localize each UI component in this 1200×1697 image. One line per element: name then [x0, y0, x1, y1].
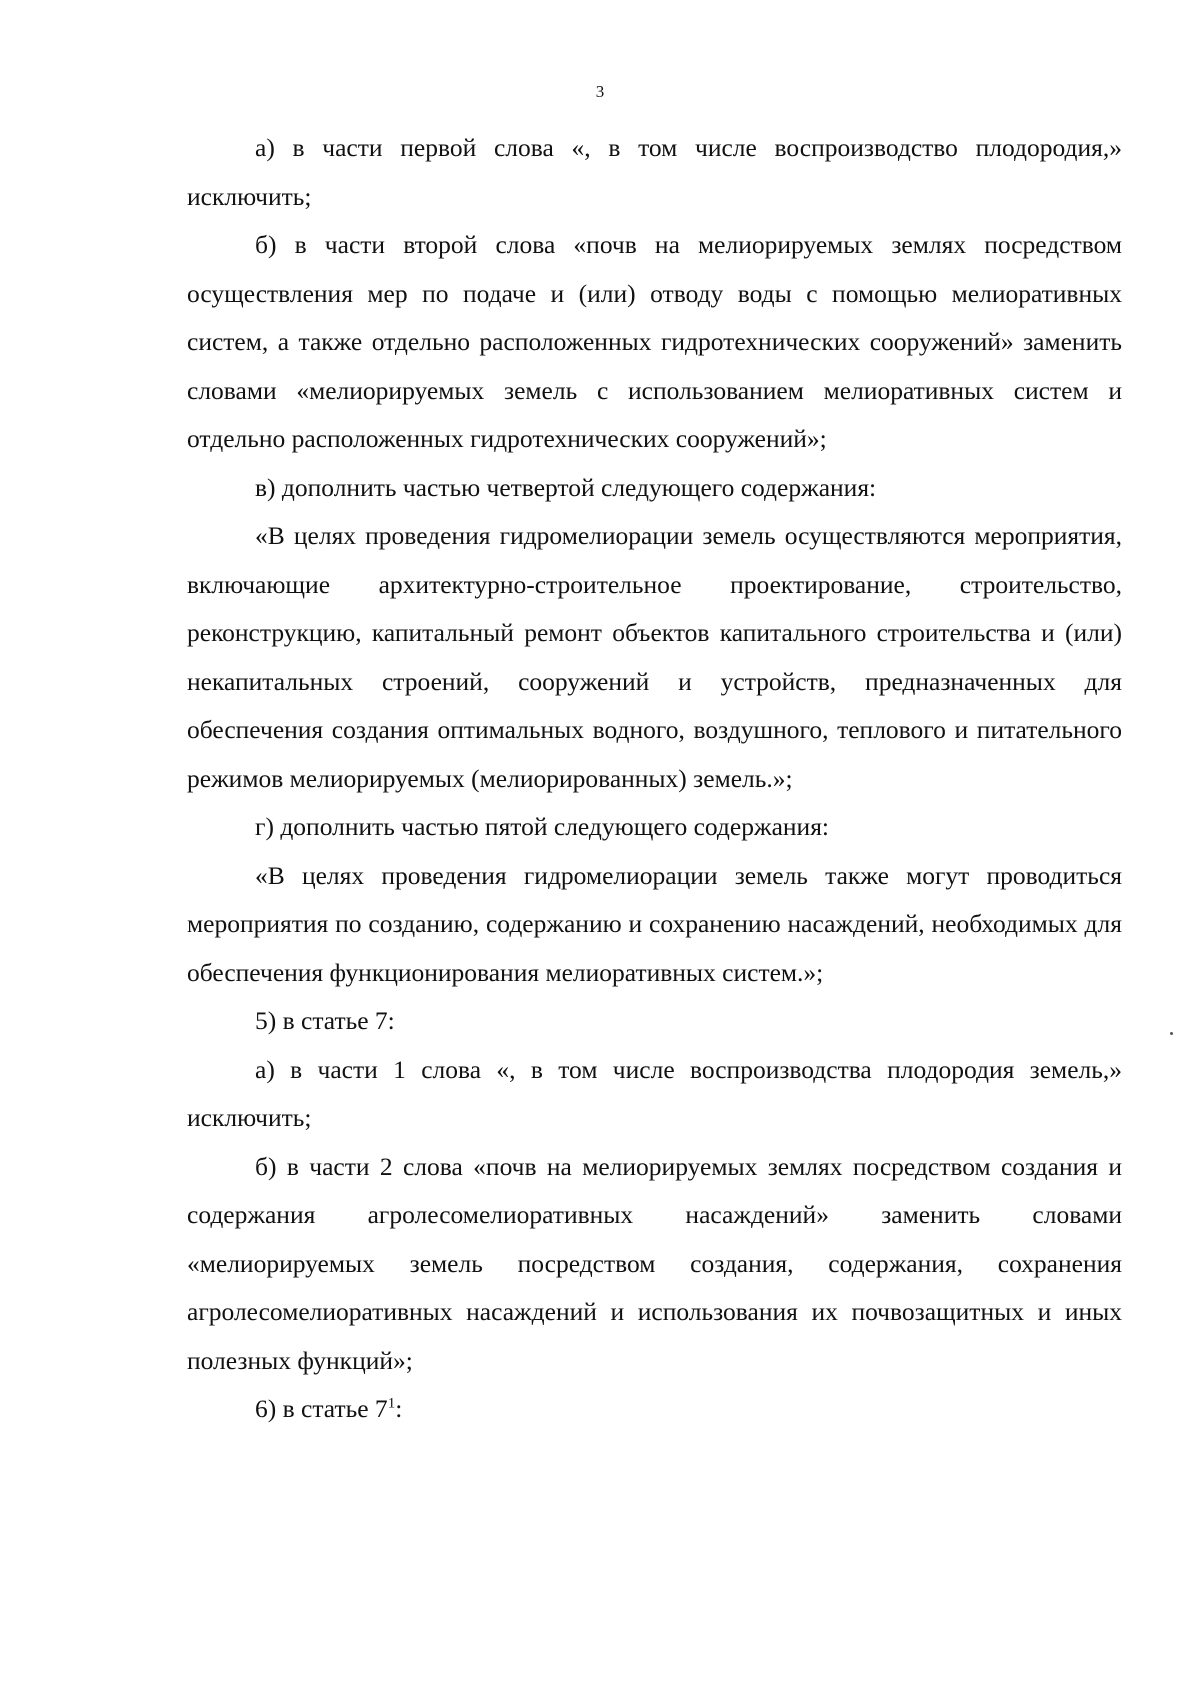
page-number: 3 — [595, 82, 605, 101]
paragraph-article-7: 5) в статье 7: — [255, 1006, 395, 1035]
scan-speck — [1170, 1032, 1173, 1035]
paragraph-a-part-one: а) в части первой слова «, в том числе воспроизводство плодородия,» исключить; — [187, 133, 1122, 211]
article-7-1-text: 6) в статье 7 — [255, 1394, 388, 1423]
article-7-1-superscript: 1 — [387, 1395, 396, 1412]
paragraph-a-part-1: а) в части 1 слова «, в том числе воспроизводства плодородия земель,» исключить; — [187, 1054, 1122, 1132]
paragraph-b-part-two: б) в части второй слова «почв на мелиорируемых землях посредством осуществления мер по подаче и (или) отводу воды с помощью мелиоративных систем, а также отдельно расположенных гидротехнических сооружений» заменить словами «мелиорируемых земель с использованием мелиоративных систем и отдельно расположенных гидротехнических сооружений»; — [187, 230, 1122, 453]
paragraph-b-part-2: б) в части 2 слова «почв на мелиорируемых землях посредством создания и содержания агролесомелиоративных насаждений» заменить словами «мелиорируемых земель посредством создания, содержания, сохранения агролесомелиоративных насаждений и использования их почвозащитных и иных полезных функций»; — [187, 1151, 1122, 1375]
paragraph-quote-part-four: «В целях проведения гидромелиорации земель осуществляются мероприятия, включающие архитектурно-строительное проектирование, строительство, реконструкцию, капитальный ремонт объектов капитального строительства и (или) некапитальных строений, сооружений и устройств, предназначенных для обеспечения создания оптимальных водного, воздушного, теплового и питательного режимов мелиорируемых (мелиорированных) земель.»; — [187, 521, 1122, 793]
paragraph-g-add-part-five: г) дополнить частью пятой следующего содержания: — [255, 812, 830, 841]
document-body — [187, 124, 1122, 1434]
paragraph-article-7-1 — [187, 1385, 1122, 1434]
article-7-1-colon: : — [395, 1394, 403, 1423]
paragraph-v-add-part-four: в) дополнить частью четвертой следующего содержания: — [255, 472, 877, 502]
paragraph-quote-part-five: «В целях проведения гидромелиорации земель также могут проводиться мероприятия по созданию, содержанию и сохранению насаждений, необходимых для обеспечения функционирования мелиоративных систем.»; — [187, 860, 1122, 987]
